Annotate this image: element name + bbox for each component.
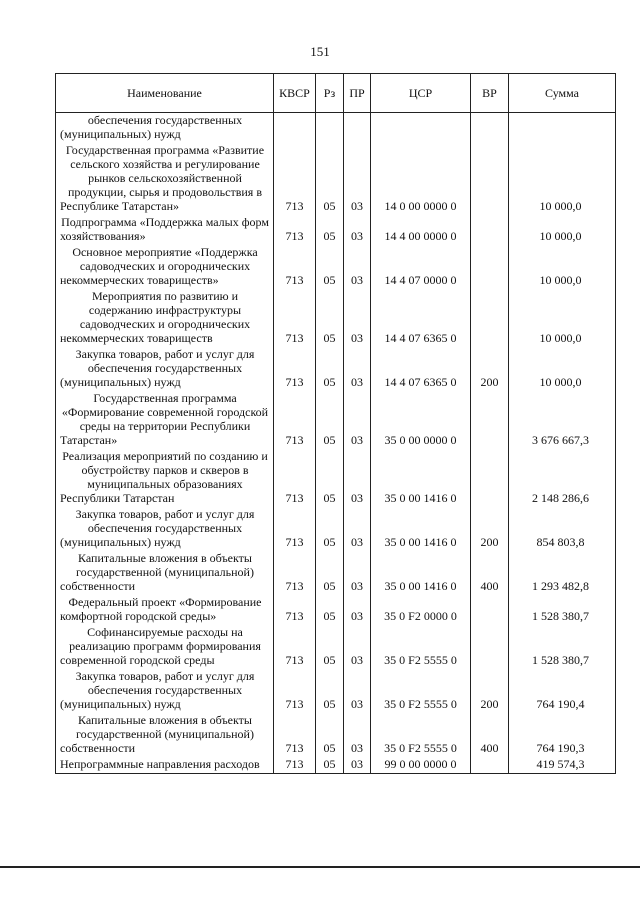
table-row — [56, 595, 616, 625]
cell-name: Федеральный проект «Формирование комфортной городской среды» — [56, 595, 274, 625]
cell-pr: 03 — [344, 143, 371, 215]
cell-vr: 200 — [471, 669, 509, 713]
cell-csr: 35 0 00 1416 0 — [371, 449, 471, 507]
cell-vr — [471, 143, 509, 215]
table-row — [56, 391, 616, 449]
cell-name: Капитальные вложения в объекты государственной (муниципальной) собственности — [56, 713, 274, 757]
table-row — [56, 449, 616, 507]
cell-csr: 35 0 F2 5555 0 — [371, 625, 471, 669]
cell-name: Мероприятия по развитию и содержанию инфраструктуры садоводческих и огороднических некоммерческих товариществ — [56, 289, 274, 347]
cell-rz: 05 — [316, 391, 344, 449]
cell-kvsr: 713 — [274, 347, 316, 391]
cell-csr: 35 0 F2 5555 0 — [371, 713, 471, 757]
cell-name: Непрограммные направления расходов — [56, 757, 274, 774]
cell-rz: 05 — [316, 143, 344, 215]
cell-rz: 05 — [316, 625, 344, 669]
cell-vr — [471, 391, 509, 449]
cell-vr — [471, 449, 509, 507]
header-name: Наименование — [56, 74, 274, 113]
cell-rz: 05 — [316, 289, 344, 347]
cell-vr — [471, 113, 509, 144]
cell-pr: 03 — [344, 289, 371, 347]
table-row — [56, 625, 616, 669]
cell-rz: 05 — [316, 669, 344, 713]
cell-pr: 03 — [344, 215, 371, 245]
cell-vr — [471, 625, 509, 669]
cell-pr: 03 — [344, 595, 371, 625]
cell-kvsr: 713 — [274, 449, 316, 507]
cell-csr: 14 0 00 0000 0 — [371, 143, 471, 215]
cell-vr — [471, 215, 509, 245]
cell-sum — [509, 113, 616, 144]
cell-rz: 05 — [316, 507, 344, 551]
cell-rz: 05 — [316, 449, 344, 507]
table-row — [56, 215, 616, 245]
budget-table — [55, 73, 616, 774]
table-row — [56, 245, 616, 289]
cell-vr: 200 — [471, 347, 509, 391]
cell-kvsr: 713 — [274, 757, 316, 774]
cell-csr: 14 4 07 0000 0 — [371, 245, 471, 289]
cell-sum: 3 676 667,3 — [509, 391, 616, 449]
page-number: 151 — [310, 44, 330, 59]
cell-sum: 2 148 286,6 — [509, 449, 616, 507]
table-row — [56, 113, 616, 144]
cell-kvsr: 713 — [274, 215, 316, 245]
header-csr: ЦСР — [371, 74, 471, 113]
header-sum: Сумма — [509, 74, 616, 113]
table-row — [56, 757, 616, 774]
cell-kvsr: 713 — [274, 289, 316, 347]
table-row — [56, 507, 616, 551]
cell-rz: 05 — [316, 245, 344, 289]
cell-pr: 03 — [344, 713, 371, 757]
cell-sum: 419 574,3 — [509, 757, 616, 774]
cell-vr — [471, 757, 509, 774]
cell-name: Капитальные вложения в объекты государственной (муниципальной) собственности — [56, 551, 274, 595]
table-body — [56, 113, 616, 774]
cell-sum: 1 528 380,7 — [509, 625, 616, 669]
cell-kvsr: 713 — [274, 625, 316, 669]
cell-sum: 1 528 380,7 — [509, 595, 616, 625]
cell-pr: 03 — [344, 245, 371, 289]
table-row — [56, 551, 616, 595]
cell-kvsr: 713 — [274, 143, 316, 215]
cell-name: Софинансируемые расходы на реализацию программ формирования современной городской среды — [56, 625, 274, 669]
cell-rz: 05 — [316, 551, 344, 595]
cell-vr — [471, 595, 509, 625]
cell-vr — [471, 289, 509, 347]
cell-csr: 99 0 00 0000 0 — [371, 757, 471, 774]
cell-sum: 10 000,0 — [509, 347, 616, 391]
cell-csr — [371, 113, 471, 144]
cell-name: обеспечения государственных (муниципальных) нужд — [56, 113, 274, 144]
cell-pr: 03 — [344, 757, 371, 774]
cell-name: Закупка товаров, работ и услуг для обеспечения государственных (муниципальных) нужд — [56, 669, 274, 713]
cell-csr: 35 0 00 1416 0 — [371, 551, 471, 595]
cell-sum: 10 000,0 — [509, 289, 616, 347]
cell-csr: 35 0 F2 5555 0 — [371, 669, 471, 713]
cell-rz: 05 — [316, 215, 344, 245]
header-pr: ПР — [344, 74, 371, 113]
table-header-row — [56, 74, 616, 113]
cell-name: Закупка товаров, работ и услуг для обеспечения государственных (муниципальных) нужд — [56, 507, 274, 551]
cell-sum: 10 000,0 — [509, 245, 616, 289]
table-row — [56, 289, 616, 347]
table-row — [56, 713, 616, 757]
cell-pr: 03 — [344, 669, 371, 713]
cell-sum: 854 803,8 — [509, 507, 616, 551]
cell-name: Государственная программа «Развитие сельского хозяйства и регулирование рынков сельскохозяйственной продукции, сырья и продовольствия в Республике Татарстан» — [56, 143, 274, 215]
table-row — [56, 669, 616, 713]
cell-csr: 14 4 07 6365 0 — [371, 289, 471, 347]
cell-kvsr: 713 — [274, 391, 316, 449]
cell-kvsr: 713 — [274, 245, 316, 289]
cell-csr: 14 4 00 0000 0 — [371, 215, 471, 245]
bottom-divider — [0, 866, 640, 868]
cell-pr: 03 — [344, 449, 371, 507]
cell-sum: 10 000,0 — [509, 215, 616, 245]
cell-sum: 764 190,3 — [509, 713, 616, 757]
header-vr: ВР — [471, 74, 509, 113]
cell-rz: 05 — [316, 347, 344, 391]
cell-csr: 35 0 F2 0000 0 — [371, 595, 471, 625]
cell-pr: 03 — [344, 507, 371, 551]
cell-pr: 03 — [344, 347, 371, 391]
cell-rz: 05 — [316, 713, 344, 757]
cell-name: Закупка товаров, работ и услуг для обеспечения государственных (муниципальных) нужд — [56, 347, 274, 391]
table-row — [56, 143, 616, 215]
cell-vr — [471, 245, 509, 289]
cell-kvsr: 713 — [274, 507, 316, 551]
table-row — [56, 347, 616, 391]
cell-rz: 05 — [316, 595, 344, 625]
cell-pr: 03 — [344, 625, 371, 669]
cell-pr: 03 — [344, 391, 371, 449]
cell-sum: 10 000,0 — [509, 143, 616, 215]
cell-rz: 05 — [316, 757, 344, 774]
cell-kvsr: 713 — [274, 551, 316, 595]
cell-name: Основное мероприятие «Поддержка садоводческих и огороднических некоммерческих товариществ» — [56, 245, 274, 289]
cell-kvsr: 713 — [274, 669, 316, 713]
cell-vr: 400 — [471, 551, 509, 595]
cell-sum: 1 293 482,8 — [509, 551, 616, 595]
cell-name: Подпрограмма «Поддержка малых форм хозяйствования» — [56, 215, 274, 245]
header-kvsr: КВСР — [274, 74, 316, 113]
header-rz: Рз — [316, 74, 344, 113]
cell-kvsr — [274, 113, 316, 144]
cell-pr — [344, 113, 371, 144]
cell-kvsr: 713 — [274, 595, 316, 625]
cell-name: Государственная программа «Формирование современной городской среды на территории Республики Татарстан» — [56, 391, 274, 449]
cell-vr: 400 — [471, 713, 509, 757]
cell-sum: 764 190,4 — [509, 669, 616, 713]
cell-name: Реализация мероприятий по созданию и обустройству парков и скверов в муниципальных образованиях Республики Татарстан — [56, 449, 274, 507]
cell-vr: 200 — [471, 507, 509, 551]
cell-pr: 03 — [344, 551, 371, 595]
cell-csr: 35 0 00 1416 0 — [371, 507, 471, 551]
cell-csr: 35 0 00 0000 0 — [371, 391, 471, 449]
cell-kvsr: 713 — [274, 713, 316, 757]
cell-csr: 14 4 07 6365 0 — [371, 347, 471, 391]
cell-rz — [316, 113, 344, 144]
